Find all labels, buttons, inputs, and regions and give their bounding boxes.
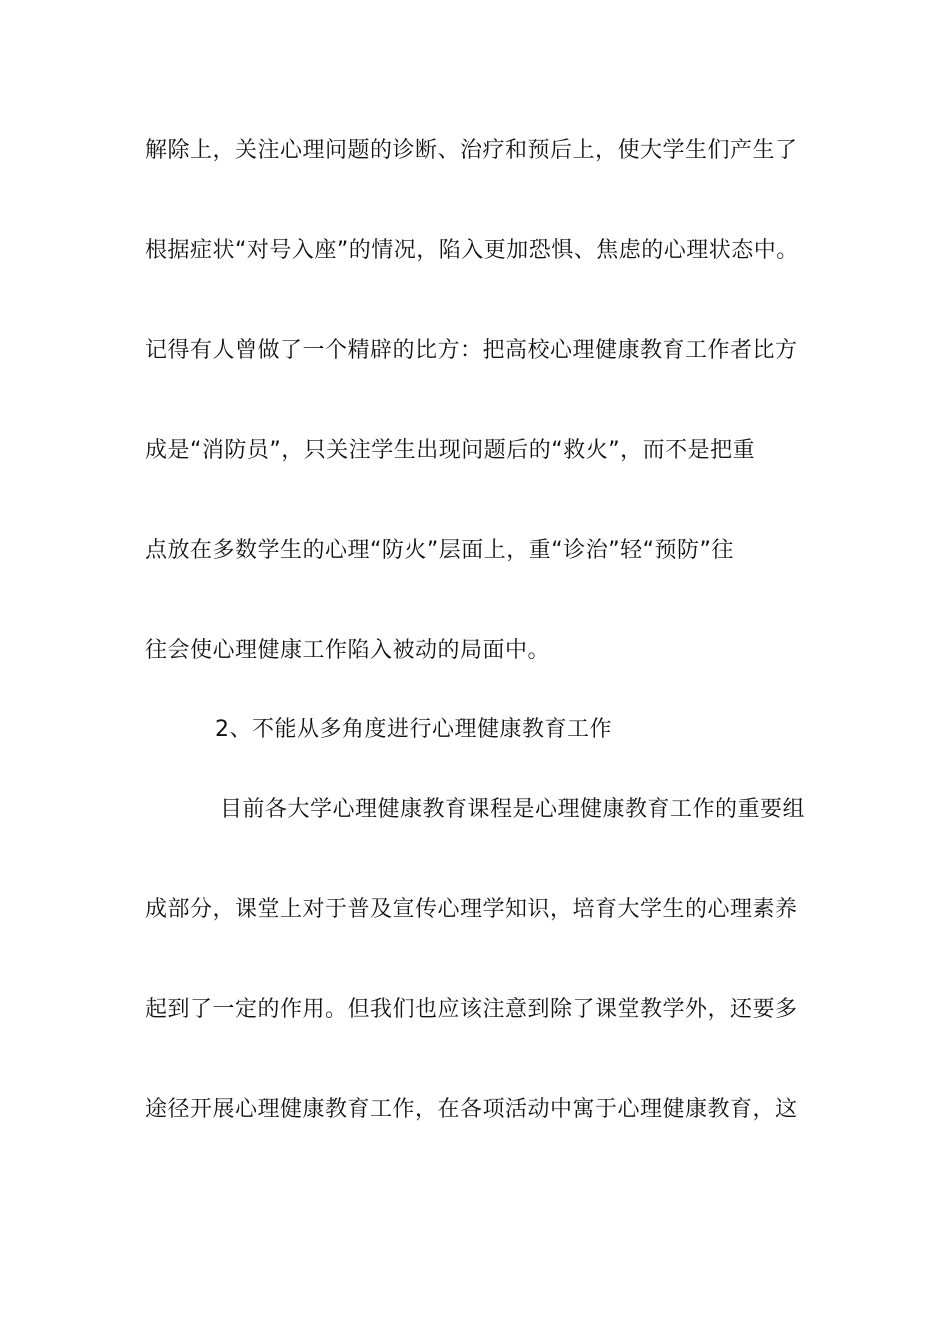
body-text-line: 记得有人曾做了一个精辟的比方：把高校心理健康教育工作者比方 <box>145 338 798 363</box>
body-text-line: 往会使心理健康工作陷入被动的局面中。 <box>145 638 551 663</box>
section-heading: 2、不能从多角度进行心理健康教育工作 <box>215 717 612 742</box>
body-text-line: 目前各大学心理健康教育课程是心理健康教育工作的重要组 <box>220 797 806 822</box>
body-text-line: 起到了一定的作用。但我们也应该注意到除了课堂教学外，还要多 <box>145 997 798 1022</box>
body-text-line: 根据症状“对号入座”的情况，陷入更加恐惧、焦虑的心理状态中。 <box>145 238 799 263</box>
body-text-line: 成部分，课堂上对于普及宣传心理学知识，培育大学生的心理素养 <box>145 897 798 922</box>
body-text-line: 成是“消防员”，只关注学生出现问题后的“救火”，而不是把重 <box>145 438 756 463</box>
body-text-line: 点放在多数学生的心理“防火”层面上，重“诊治”轻“预防”往 <box>145 538 734 563</box>
body-text-line: 途径开展心理健康教育工作，在各项活动中寓于心理健康教育，这 <box>145 1097 798 1122</box>
body-text-line: 解除上，关注心理问题的诊断、治疗和预后上，使大学生们产生了 <box>145 138 798 163</box>
